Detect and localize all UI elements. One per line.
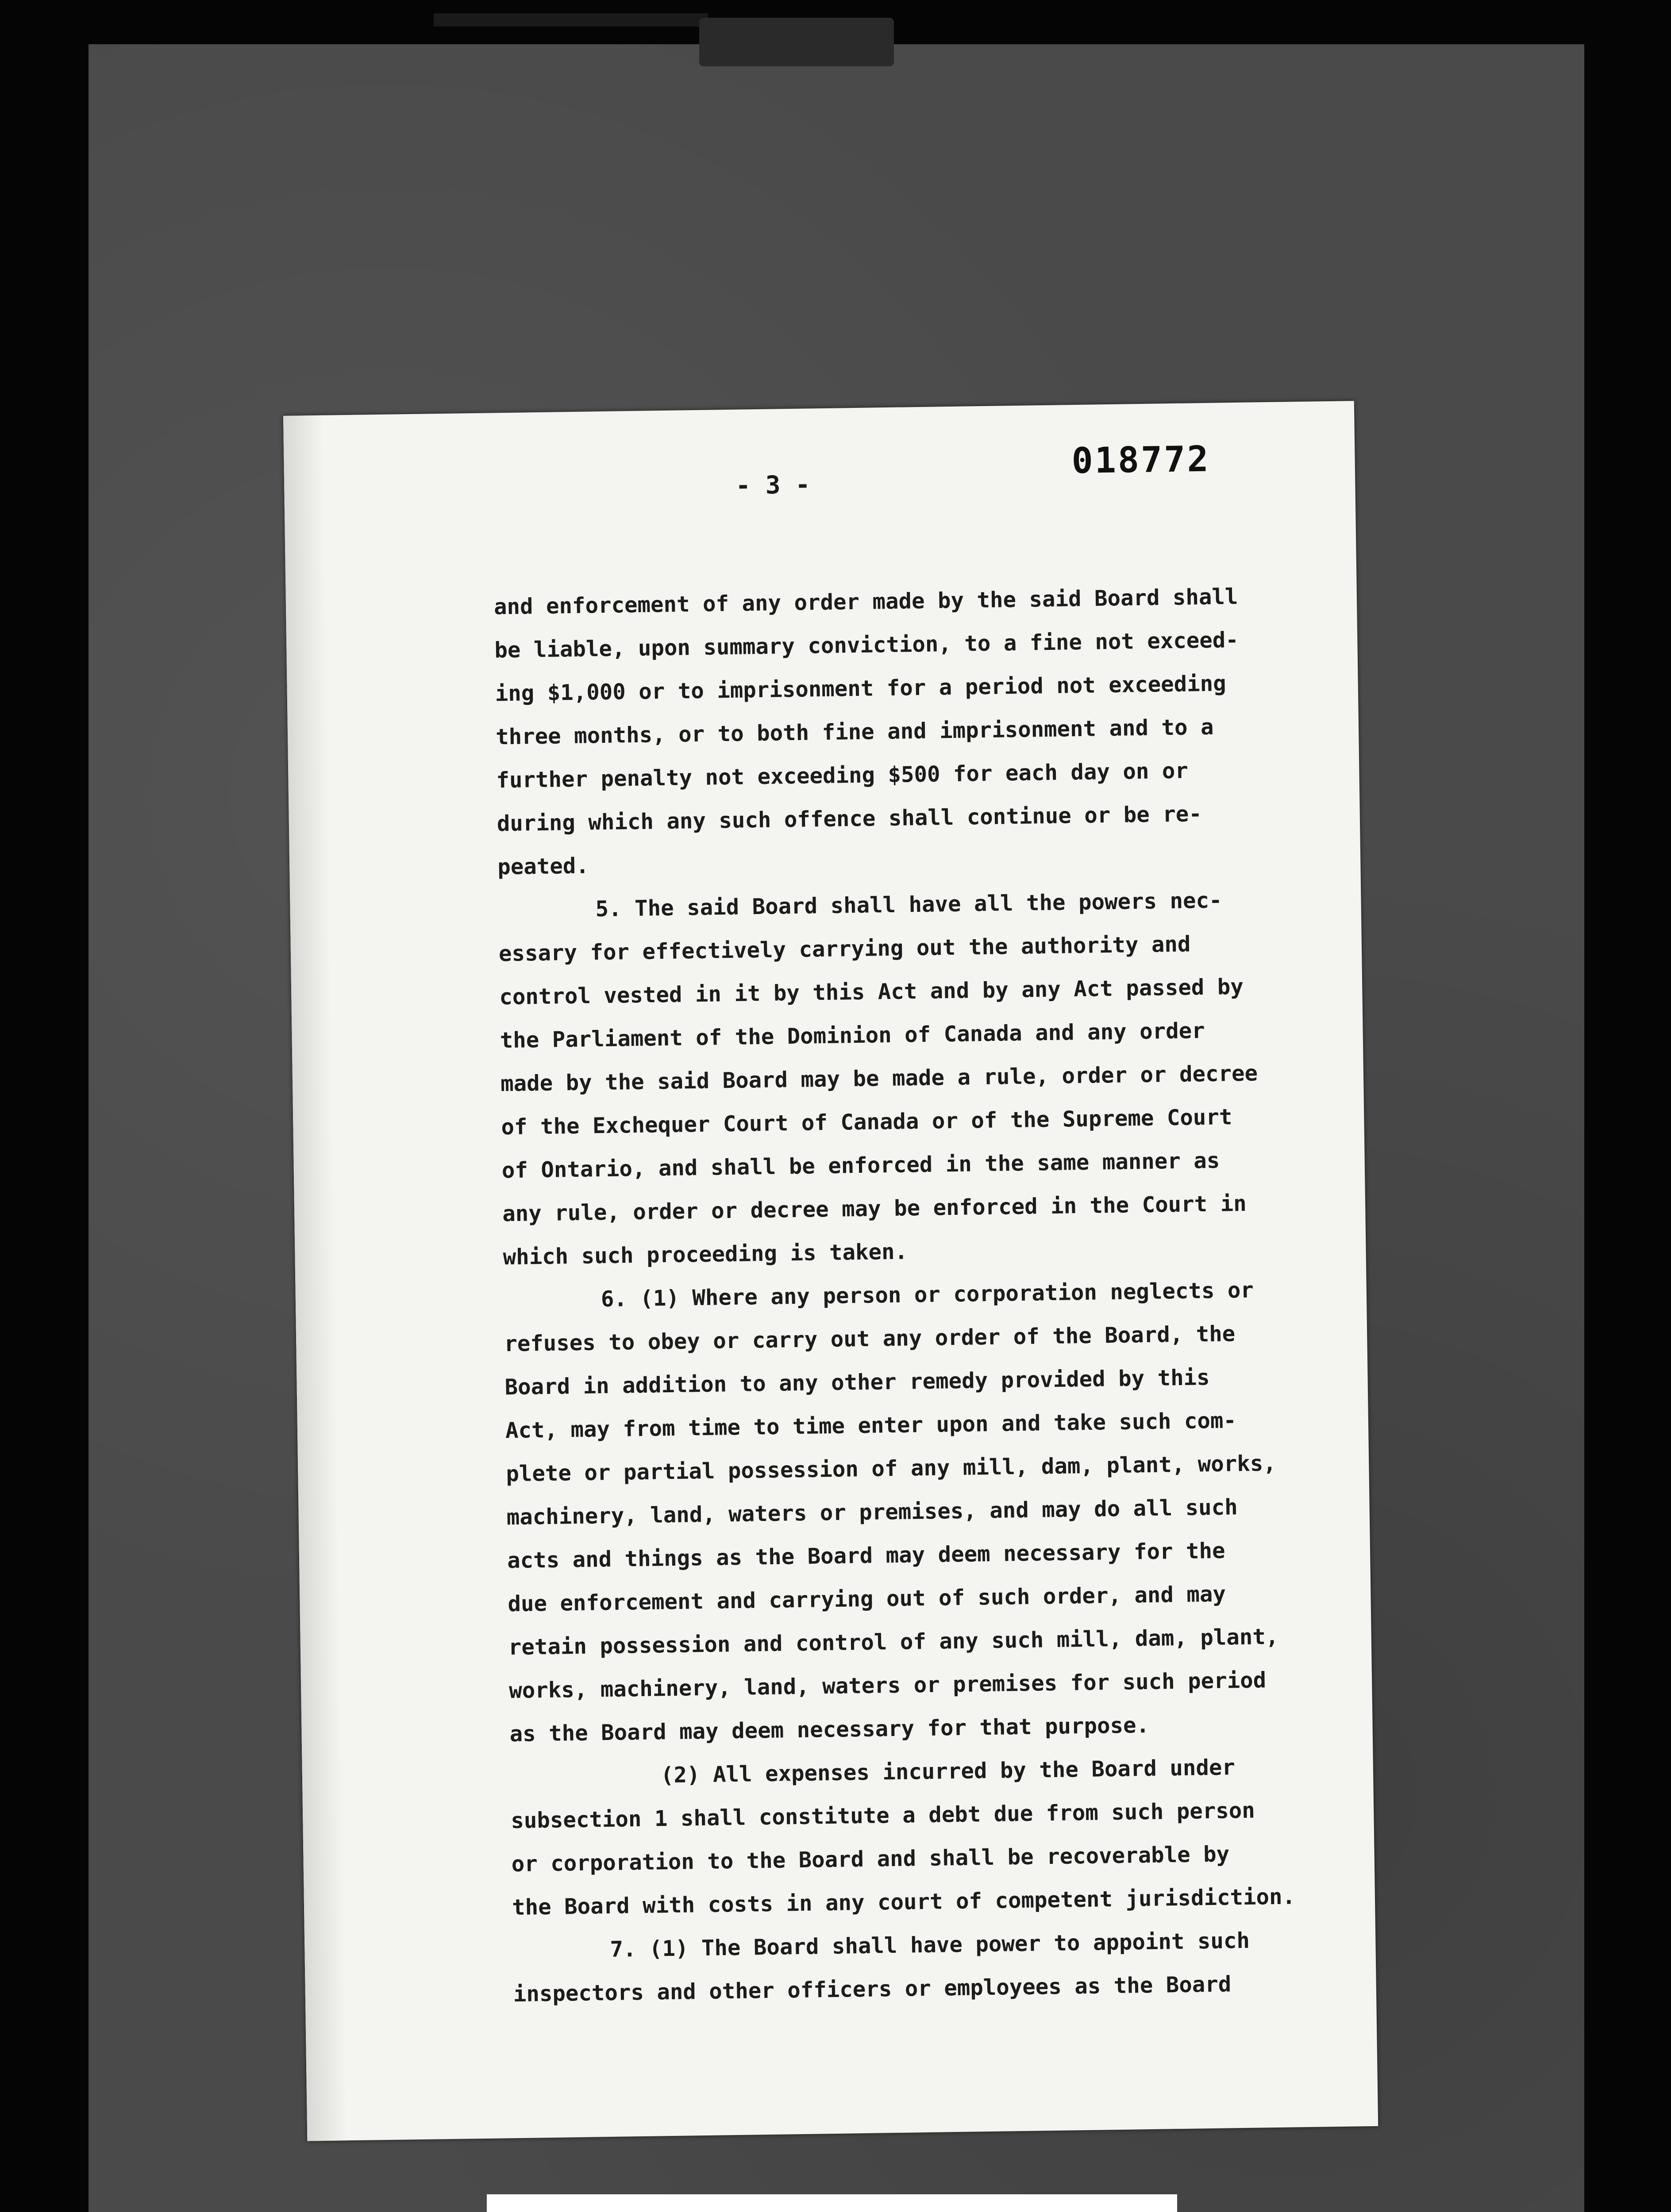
text-line: peated. [497,853,589,880]
section-7-line: inspectors and other officers or employees as the Board [513,1971,1232,2007]
text-line: be liable, upon summary conviction, to a fine not exceed- [494,627,1239,663]
section-6-line: refuses to obey or carry out any order of the Board, the [504,1321,1236,1357]
section-6-2-line: subsection 1 shall constitute a debt due from such person [510,1797,1255,1834]
text-line: three months, or to both fine and imprisonment and to a [495,714,1214,750]
text-line: ing $1,000 or to imprisonment for a period not exceeding [495,671,1227,707]
top-strip [434,13,708,27]
section-5-line: any rule, order or decree may be enforced in the Court in [502,1190,1247,1227]
section-5-line: essary for effectively carrying out the authority and [498,931,1191,967]
section-5-line: made by the said Board may be made a rule, order or decree [500,1060,1258,1097]
section-5-line: of Ontario, and shall be enforced in the same manner as [501,1148,1220,1183]
section-5-line: control vested in it by this Act and by any Act passed by [499,974,1244,1010]
section-6-line: 6. (1) Where any person or corporation neglects or [601,1277,1254,1312]
section-6-line: acts and things as the Board may deem necessary for the [507,1538,1225,1574]
label-tab [487,2194,1177,2212]
body-text [493,574,1332,2016]
document-page [283,401,1378,2141]
section-6-line: Act, may from time to time enter upon and take such com- [505,1408,1237,1444]
section-5-line: 5. The said Board shall have all the powers nec- [595,887,1222,922]
section-6-2-line: or corporation to the Board and shall be recoverable by [511,1841,1230,1877]
section-6-line: retain possession and control of any such mill, dam, plant, [508,1624,1279,1660]
section-6-2-line: the Board with costs in any court of competent jurisdiction. [512,1884,1296,1920]
section-6-line: as the Board may deem necessary for that purpose. [509,1712,1150,1747]
section-6-line: works, machinery, land, waters or premises for such period [508,1667,1267,1704]
section-6-line: due enforcement and carrying out of such order, and may [508,1581,1226,1617]
stamp-number: 018772 [1071,438,1211,482]
page-number: - 3 - [735,470,811,500]
top-clip [699,18,894,66]
text-line: during which any such offence shall continue or be re- [497,801,1202,837]
section-5-line: the Parliament of the Dominion of Canada and any order [500,1018,1205,1053]
section-7-line: 7. (1) The Board shall have power to appoint such [610,1928,1250,1962]
section-6-line: plete or partial possession of any mill, dam, plant, works, [506,1450,1277,1487]
section-6-line: Board in addition to any other remedy provided by this [504,1364,1210,1400]
text-line: and enforcement of any order made by the said Board shall [493,584,1238,620]
text-line: further penalty not exceeding $500 for each day on or [496,758,1189,793]
section-6-2-line: (2) All expenses incurred by the Board under [660,1755,1236,1788]
section-5-line: of the Exchequer Court of Canada or of the Supreme Court [501,1104,1232,1140]
section-6-line: machinery, land, waters or premises, and may do all such [506,1494,1238,1530]
section-5-line: which such proceeding is taken. [503,1239,908,1270]
